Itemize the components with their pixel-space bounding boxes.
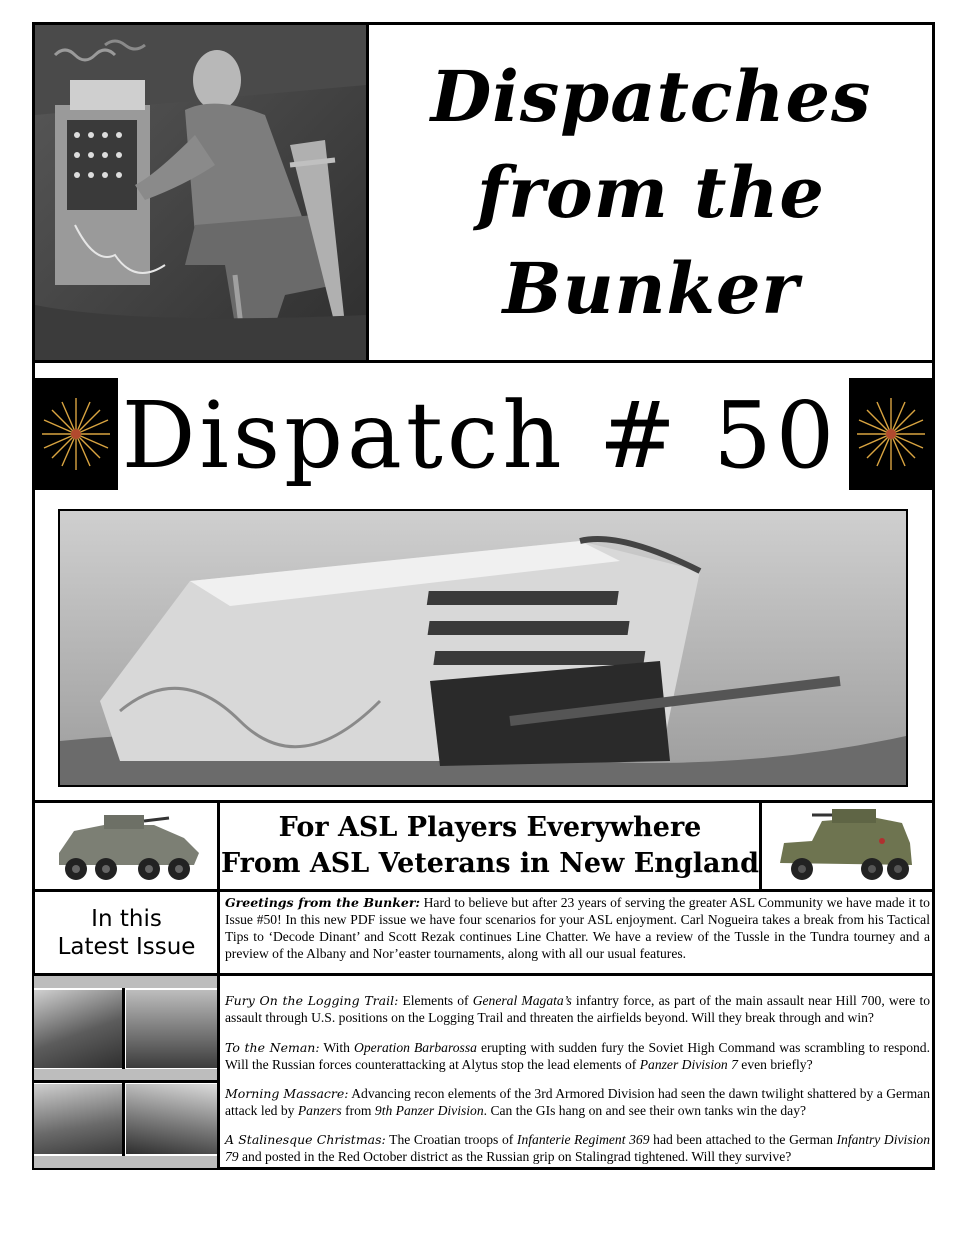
soviet-armored-car-icon <box>762 803 933 889</box>
scenario-1-title: Fury On the Logging Trail: <box>225 993 399 1008</box>
scenario-4 <box>225 1131 930 1167</box>
scenario-3-emph-a: Panzers <box>297 1103 342 1118</box>
scenario-1 <box>225 992 930 1028</box>
scenario-3 <box>225 1085 930 1121</box>
masthead-title-line-2: from the <box>477 151 825 234</box>
contents-label-line-1: In this <box>91 906 162 932</box>
contents-vertical-divider <box>217 892 220 1168</box>
german-armored-car-icon <box>34 803 217 889</box>
scenario-3-text-a: Advancing recon elements of the 3rd Armored Division had seen the dawn twilight shattered by a German attack led by <box>225 1086 930 1118</box>
scenario-3-text-b: from <box>341 1103 375 1118</box>
greeting-paragraph <box>225 894 930 970</box>
scenario-3-emph-b: 9th Panzer Division <box>374 1103 484 1118</box>
scenario-1-emph: General Magata’s <box>472 993 572 1008</box>
tagline-line-1: For ASL Players Everywhere <box>278 812 702 843</box>
scenario-4-text-c: and posted in the Red October district as the Russian grip on Stalingrad tightened. Will they survive? <box>238 1149 792 1164</box>
greeting-text: Hard to believe but after 23 years of serving the greater ASL Community we have made it to Issue #50! In this new PDF issue we have four scenarios for your ASL enjoyment. Carl Nogueira takes a break from his Tactical Tips to ‘Decode Dinant’ and Scott Rezak continues Line Chatter. We have a review of the Tussle in the Tundra tourney and a preview of the Albany and Nor’easter tournaments, along with all our usual features. <box>225 895 930 961</box>
scenario-2-text-a: With <box>319 1040 355 1055</box>
scenario-2 <box>225 1039 930 1075</box>
scenario-1-text-a: Elements of <box>398 993 473 1008</box>
scenario-2-text-c: even briefly? <box>737 1057 813 1072</box>
soldier-at-switchboard-photo <box>35 25 366 360</box>
masthead-title <box>366 24 933 362</box>
thumbnail-band-top <box>34 976 217 988</box>
divider-masthead <box>32 360 935 363</box>
dispatch-number: Dispatch # 50 <box>121 382 839 489</box>
cover-photo <box>58 509 908 787</box>
scenario-2-title: To the Neman: <box>225 1040 320 1055</box>
firework-left-icon <box>34 378 118 490</box>
thumbnail-band-mid <box>34 1069 217 1080</box>
tagline-line-2: From ASL Veterans in New England <box>220 848 760 879</box>
masthead-title-line-3: Bunker <box>502 247 800 330</box>
thumbnail-tank-wreck <box>34 1084 122 1154</box>
scenario-4-title: A Stalinesque Christmas: <box>225 1132 386 1147</box>
contents-label <box>34 892 219 974</box>
thumbnail-jungle-battle <box>34 990 122 1068</box>
scenario-4-emph-b: Infantry Division 79 <box>225 1132 930 1164</box>
contents-label-line-2: Latest Issue <box>57 934 196 960</box>
greeting-lead: Greetings from the Bunker: <box>225 895 421 910</box>
scenario-2-emph-a: Operation Barbarossa <box>354 1040 477 1055</box>
scenario-3-text-c: . Can the GIs hang on and see their own tanks win the day? <box>483 1103 807 1118</box>
firework-right-icon <box>849 378 933 490</box>
left-vehicle-cell <box>34 803 220 889</box>
scenario-4-text-a: The Croatian troops of <box>385 1132 517 1147</box>
thumbnail-divider-h <box>34 1080 217 1083</box>
scenario-4-text-b: had been attached to the German <box>649 1132 837 1147</box>
scenario-4-emph-a: Infanterie Regiment 369 <box>516 1132 650 1147</box>
masthead-title-line-1: Dispatches <box>430 55 872 138</box>
scenario-2-emph-b: Panzer Division 7 <box>639 1057 738 1072</box>
thumbnail-stalingrad-ruins <box>126 1084 217 1154</box>
tagline <box>220 803 760 889</box>
thumbnail-band-bottom <box>34 1156 217 1168</box>
masthead-photo <box>35 25 366 360</box>
thumbnail-grid <box>34 976 217 1168</box>
right-vehicle-cell <box>762 803 933 889</box>
concrete-bunker-with-gun-photo <box>60 511 906 785</box>
thumbnail-armored-car <box>126 990 217 1068</box>
scenario-1-text-b: infantry force, as part of the main assault near Hill 700, were to assault through U.S. positions on the Logging Trail and threaten the airfields beyond. Will they break through and win? <box>225 993 931 1025</box>
scenario-2-text-b: erupting with sudden fury the Soviet High Command was scrambling to respond. Will the Russian forces counterattacking at Alytus stop the lead elements of <box>225 1040 930 1072</box>
scenario-3-title: Morning Massacre: <box>225 1086 349 1101</box>
